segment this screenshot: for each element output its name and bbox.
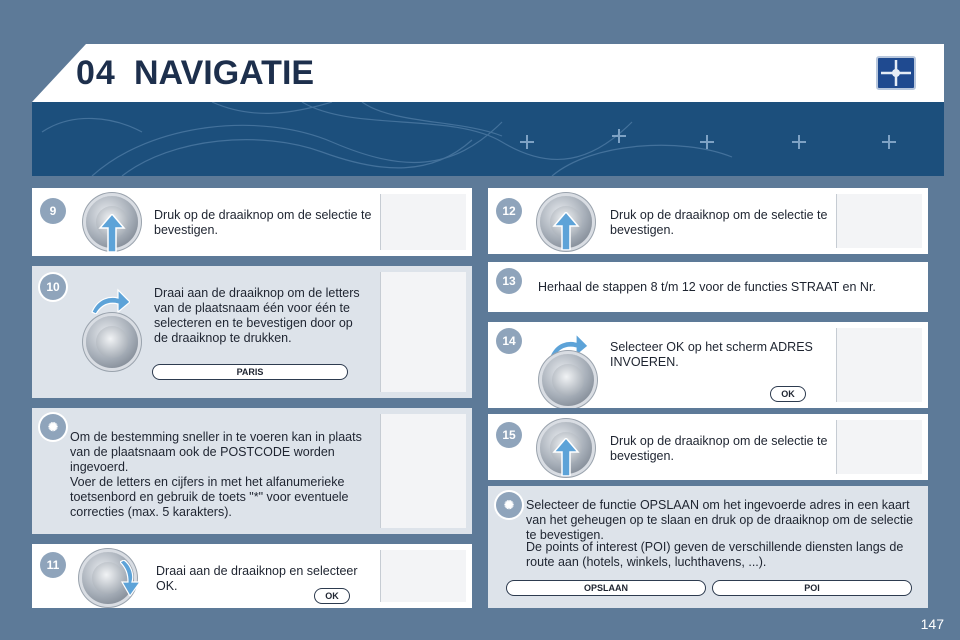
knob-icon	[86, 316, 138, 368]
step-14-badge: 14	[496, 328, 522, 354]
step-14-text: Selecteer OK op het scherm ADRES INVOEREN.	[610, 340, 813, 369]
step-10-text: Draai aan de draaiknop om de letters van de plaatsnaam één voor één te selecteren en te bevestigen door op de draaiknop te drukken.	[154, 286, 360, 345]
crosshair-nav-icon	[876, 56, 916, 90]
step-12-badge: 12	[496, 198, 522, 224]
rotate-arrow-icon	[120, 560, 148, 596]
keypad-device-image	[380, 414, 466, 528]
step-13-text: Herhaal de stappen 8 t/m 12 voor de functies STRAAT en Nr.	[538, 280, 876, 294]
step-14-panel	[488, 322, 928, 408]
poi-button[interactable]: POI	[712, 580, 912, 596]
tip-1-text-2: Voer de letters en cijfers in met het alfanumerieke toetsenbord en gebruik de toets "*" voor eventuele correcties (max. 5 karakters).	[70, 475, 349, 519]
tip-2-text-1: Selecteer de functie OPSLAAN om het ingevoerde adres in een kaart van het geheugen op te slaan en druk op de draaiknop om de selectie te bevestigen.	[526, 498, 914, 542]
step-9-panel	[32, 188, 472, 256]
chapter-number: 04	[76, 54, 116, 92]
radio-device-image	[380, 272, 466, 392]
page-number: 147	[920, 616, 944, 632]
opslaan-button[interactable]: OPSLAAN	[506, 580, 706, 596]
tip-2-text-2: De points of interest (POI) geven de verschillende diensten langs de route aan (hotels, winkels, luchthavens, ...).	[526, 540, 904, 569]
tip-icon: ✺	[40, 414, 66, 440]
step-12-text: Druk op de draaiknop om de selectie te bevestigen.	[610, 208, 828, 237]
radio-device-image	[836, 194, 922, 248]
step-15-panel	[488, 414, 928, 480]
knob-icon	[542, 354, 594, 406]
step-10-badge: 10	[40, 274, 66, 300]
ok-button[interactable]: OK	[770, 386, 806, 402]
radio-device-image	[380, 550, 466, 602]
page-title: NAVIGATIE	[134, 54, 315, 92]
tip-icon: ✺	[496, 492, 522, 518]
paris-button[interactable]: PARIS	[152, 364, 348, 380]
map-banner	[32, 102, 944, 176]
step-11-badge: 11	[40, 552, 66, 578]
step-11-panel	[32, 544, 472, 608]
ok-button[interactable]: OK	[314, 588, 350, 604]
step-10-panel	[32, 266, 472, 398]
tip-1-text-1: Om de bestemming sneller in te voeren kan in plaats van de plaatsnaam ook de POSTCODE worden ingevoerd.	[70, 430, 362, 474]
step-9-badge: 9	[40, 198, 66, 224]
press-arrow-icon	[552, 438, 580, 476]
tip-1-panel	[32, 408, 472, 534]
step-13-panel	[488, 262, 928, 312]
press-arrow-icon	[552, 212, 580, 250]
step-15-text: Druk op de draaiknop om de selectie te bevestigen.	[610, 434, 828, 463]
step-9-text: Druk op de draaiknop om de selectie te bevestigen.	[154, 208, 372, 237]
step-13-badge: 13	[496, 268, 522, 294]
step-12-panel	[488, 188, 928, 254]
step-11-text: Draai aan de draaiknop en selecteer OK.	[156, 564, 358, 593]
rotate-arrow-icon	[90, 288, 130, 314]
step-15-badge: 15	[496, 422, 522, 448]
radio-device-image	[836, 420, 922, 474]
tip-2-panel	[488, 486, 928, 608]
radio-device-image	[836, 328, 922, 402]
press-arrow-icon	[98, 214, 126, 252]
radio-device-image	[380, 194, 466, 250]
